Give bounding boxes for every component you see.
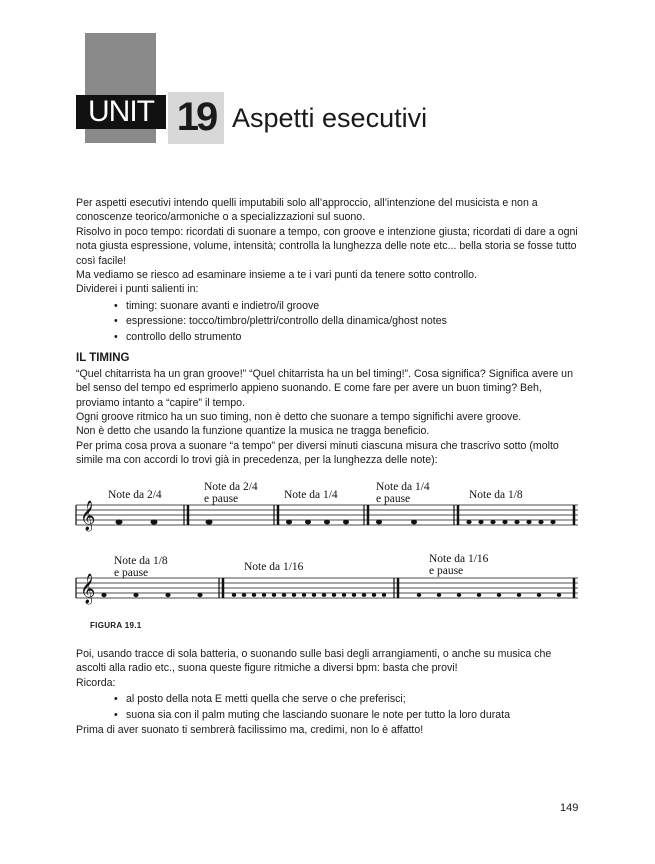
notation-label: Note da 1/4: [284, 489, 338, 501]
notation-label: e pause: [429, 565, 464, 577]
section-title: IL TIMING: [76, 352, 130, 365]
notation-label: Note da 1/16: [429, 553, 489, 565]
intro-paragraph: Ma vediamo se riesco ad esaminare insieme a te i vari punti da tenere sotto controllo.: [76, 269, 478, 282]
timing-paragraph: Per prima cosa prova a suonare “a tempo” per diversi minuti ciascuna misura che trascrivo sotto (molto simile ma con accordi lo trovi già in precedenza, per la lunghezza delle note):: [76, 439, 559, 467]
notation-label: Note da 1/16: [244, 561, 304, 573]
closing-paragraph: Prima di aver suonato ti sembrerà facilissimo ma, credimi, non lo è affatto!: [76, 724, 424, 737]
list-item: • espressione: tocco/timbro/plettri/controllo della dinamica/ghost notes: [126, 314, 582, 330]
list-item: • al posto della nota E metti quella che serve o che preferisci;: [126, 692, 582, 708]
after-paragraph: Ricorda:: [76, 676, 116, 689]
timing-paragraph: “Quel chitarrista ha un gran groove!” “Quel chitarrista ha un bel timing!”. Cosa significa? Significa avere un bel senso del tempo ed esprimerlo appieno suonando. E come fare per avere un buon timing? Beh, proviamo intanto a “capire” il tempo.: [76, 367, 573, 409]
unit-number: 19: [168, 92, 224, 144]
notation-label: Note da 2/4: [108, 489, 162, 501]
intro-bullet-list: [76, 299, 582, 346]
intro-paragraph: Dividerei i punti salienti in:: [76, 283, 199, 296]
reminder-bullet-list: [76, 692, 582, 723]
timing-paragraph: Non è detto che usando la funzione quantize la musica ne tragga beneficio.: [76, 425, 430, 438]
page-number: 149: [560, 802, 579, 814]
notation-label: e pause: [204, 493, 239, 505]
unit-label: UNIT: [76, 95, 166, 129]
svg-text:𝄞: 𝄞: [80, 574, 96, 603]
after-figure-section: [76, 647, 582, 738]
notation-label: Note da 1/4: [376, 481, 430, 493]
intro-paragraph: Per aspetti esecutivi intendo quelli imputabili solo all’approccio, all’intenzione del musicista e non a conoscenze teorico/armoniche o a specializzazioni sul suono.: [76, 197, 538, 224]
timing-paragraph: Ogni groove ritmico ha un suo timing, non è detto che suonare a tempo significhi avere groove.: [76, 410, 522, 423]
list-item: • suona sia con il palm muting che lasciando suonare le note per tutto la loro durata: [126, 708, 582, 724]
notation-label: e pause: [114, 567, 149, 579]
list-item: • controllo dello strumento: [126, 330, 582, 346]
notation-label: Note da 1/8: [114, 555, 168, 567]
chapter-title: Aspetti esecutivi: [232, 103, 428, 133]
intro-paragraph: Risolvo in poco tempo: ricordati di suonare a tempo, con groove e intenzione giusta; ricordati di dare a ogni nota giusta espressione, volume, intensità; controlla la lunghezza delle note etc... bella storia se fosse tutto così facile!: [76, 225, 578, 267]
notation-label: Note da 2/4: [204, 481, 258, 493]
list-item: • timing: suonare avanti e indietro/il groove: [126, 299, 582, 315]
after-paragraph: Poi, usando tracce di sola batteria, o suonando sulle basi degli arrangiamenti, o anche su musica che ascolti alla radio etc., suona queste figure ritmiche a diversi bpm: basta che provi!: [76, 648, 552, 675]
intro-section: [76, 196, 582, 468]
figure-caption: FIGURA 19.1: [90, 621, 142, 630]
notation-label: Note da 1/8: [469, 489, 523, 501]
notation-label: e pause: [376, 493, 411, 505]
music-notation-figure: [74, 478, 580, 618]
svg-text:𝄞: 𝄞: [80, 501, 96, 530]
